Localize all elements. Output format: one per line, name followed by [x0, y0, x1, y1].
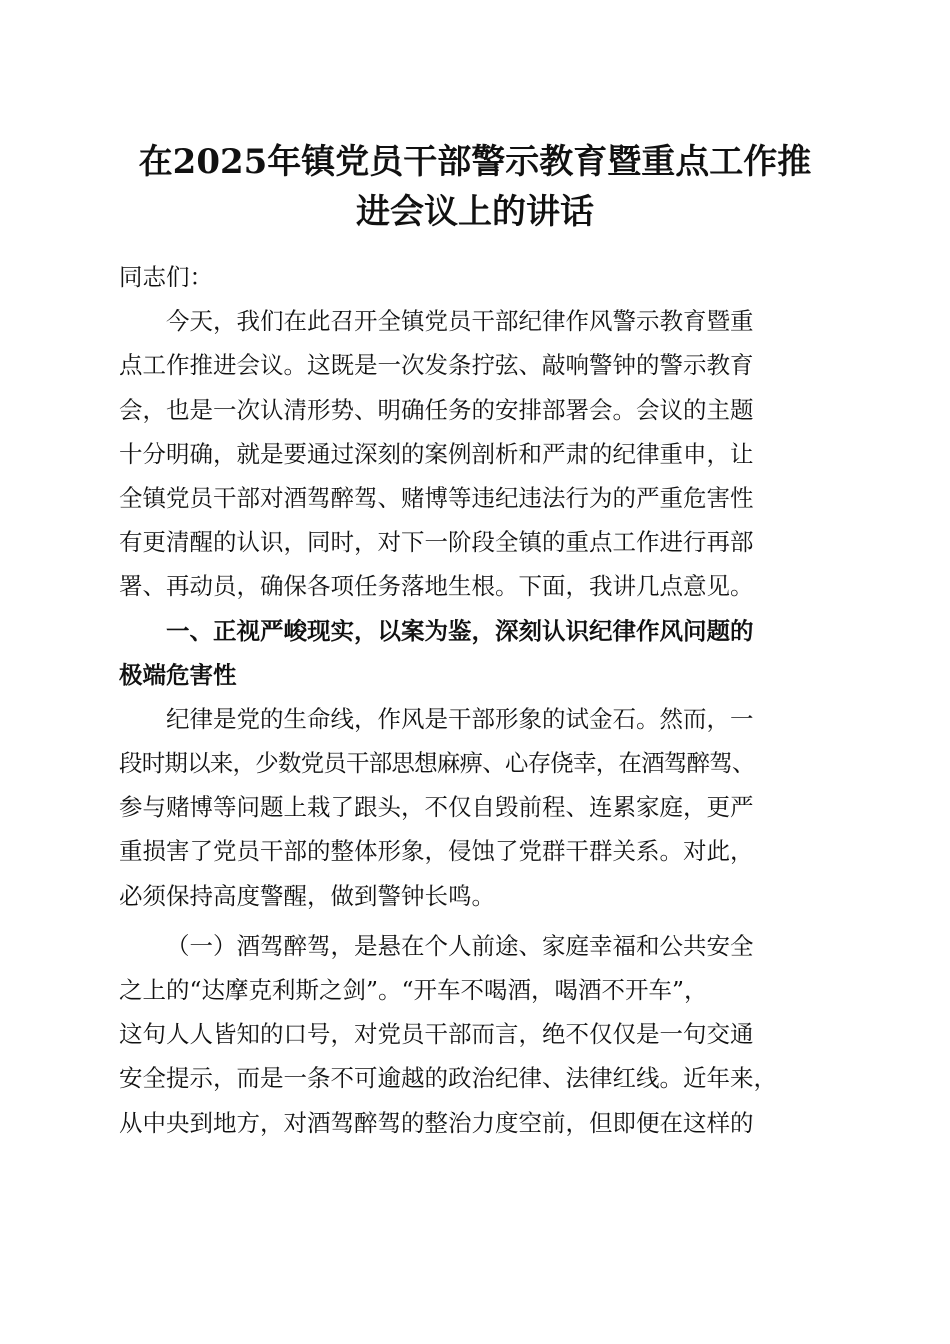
heading-line: 极端危害性 — [119, 660, 237, 689]
title-line: 在2025年镇党员干部警示教育暨重点工作推 — [138, 142, 812, 182]
paragraph-line: 必须保持高度警醒，做到警钟长鸣。 — [119, 881, 495, 910]
paragraph-line: 参与赌博等问题上栽了跟头，不仅自毁前程、连累家庭，更严 — [119, 793, 754, 822]
paragraph-line: 会，也是一次认清形势、明确任务的安排部署会。会议的主题 — [119, 395, 754, 424]
paragraph-line: 安全提示，而是一条不可逾越的政治纪律、法律红线。近年来， — [119, 1064, 777, 1093]
title-line: 进会议上的讲话 — [356, 192, 594, 232]
intro-paragraph — [119, 299, 831, 608]
paragraph-line: 有更清醒的认识，同时，对下一阶段全镇的重点工作进行再部 — [119, 528, 754, 557]
paragraph-line: 段时期以来，少数党员干部思想麻痹、心存侥幸，在酒驾醉驾、 — [119, 749, 755, 778]
paragraph-line: 点工作推进会议。这既是一次发条拧弦、敲响警钟的警示教育 — [119, 351, 754, 380]
paragraph-line: （一）酒驾醉驾，是悬在个人前途、家庭幸福和公共安全 — [166, 931, 754, 960]
paragraph-line: 十分明确，就是要通过深刻的案例剖析和严肃的纪律重申，让 — [119, 439, 754, 468]
salutation: 同志们： — [119, 263, 213, 291]
paragraph-line: 纪律是党的生命线，作风是干部形象的试金石。然而，一 — [166, 704, 754, 733]
paragraph-line: 从中央到地方，对酒驾醉驾的整治力度空前，但即便在这样的 — [119, 1108, 754, 1137]
body-paragraph-2 — [119, 697, 831, 918]
paragraph-line: 这句人人皆知的口号，对党员干部而言，绝不仅仅是一句交通 — [119, 1020, 754, 1049]
document-title — [110, 137, 840, 237]
paragraph-line: 署、再动员，确保各项任务落地生根。下面，我讲几点意见。 — [119, 572, 754, 601]
paragraph-line: 重损害了党员干部的整体形象，侵蚀了党群干群关系。对此， — [119, 837, 754, 866]
heading-line: 一、正视严峻现实，以案为鉴，深刻认识纪律作风问题的 — [166, 616, 754, 645]
paragraph-line: 之上的“达摩克利斯之剑”。“开车不喝酒，喝酒不开车”， — [119, 976, 708, 1004]
section-heading-1 — [119, 609, 831, 697]
paragraph-line: 全镇党员干部对酒驾醉驾、赌博等违纪违法行为的严重危害性 — [119, 483, 754, 512]
body-paragraph-3 — [119, 924, 831, 1145]
paragraph-line: 今天，我们在此召开全镇党员干部纪律作风警示教育暨重 — [166, 307, 754, 336]
document-body — [119, 255, 831, 1145]
